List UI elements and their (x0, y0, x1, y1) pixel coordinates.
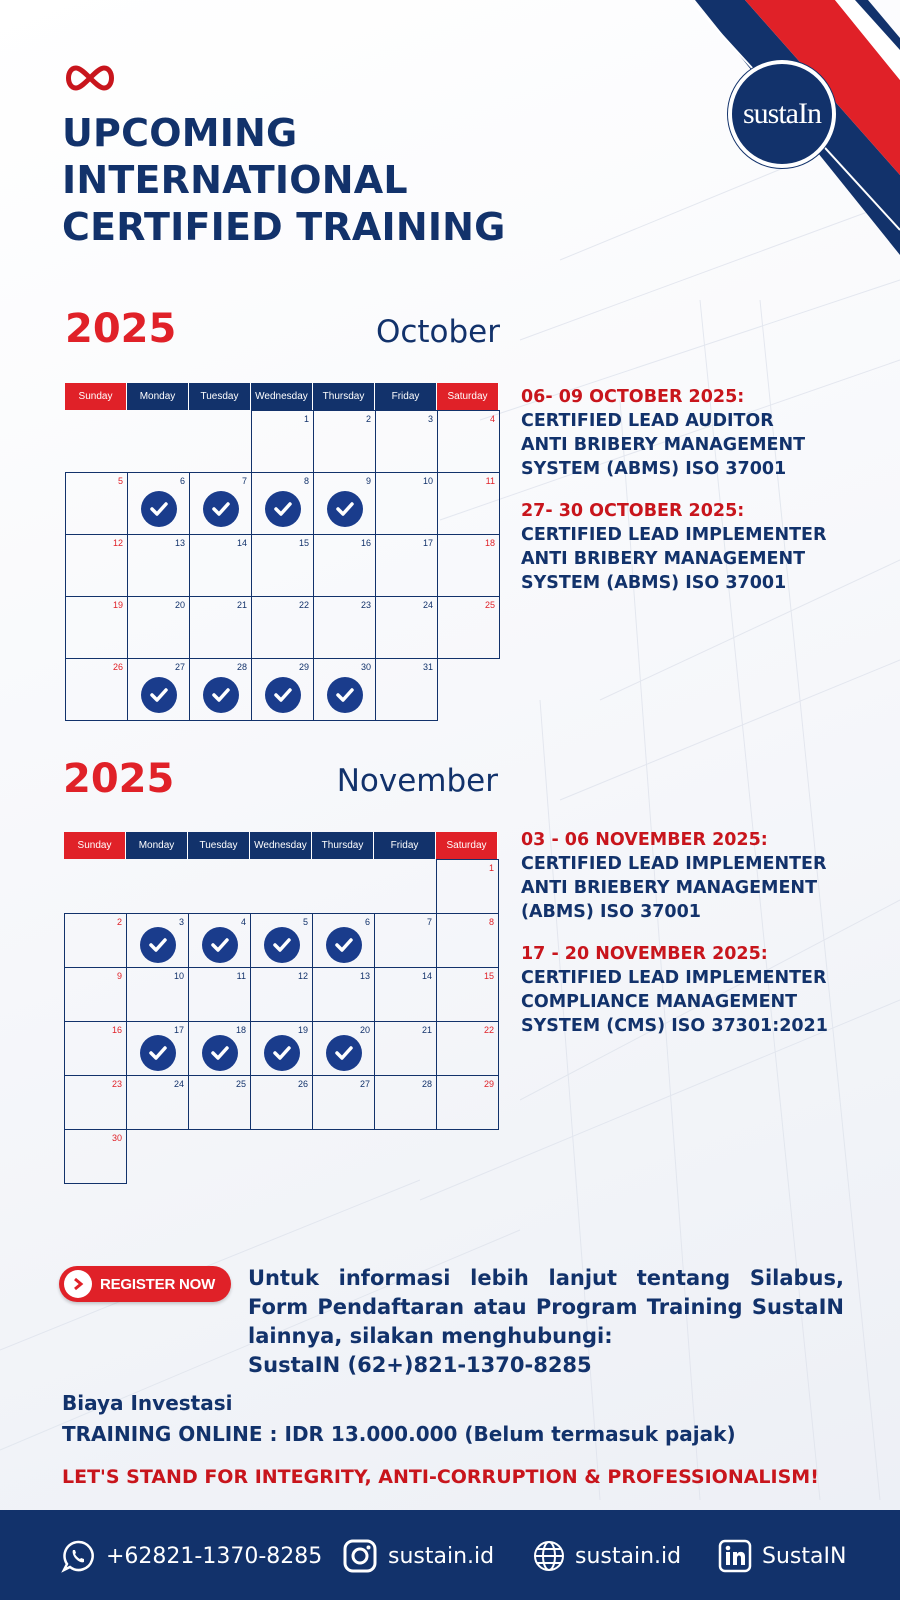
day-number: 15 (298, 538, 309, 548)
october-events (521, 385, 861, 613)
november-month: November (336, 763, 498, 799)
calendar-day (188, 1075, 251, 1130)
day-number: 26 (297, 1079, 308, 1089)
calendar-day (436, 913, 499, 968)
event-title-line: ANTI BRIBERY MANAGEMENT (521, 549, 806, 569)
weekday-header: Monday (126, 832, 188, 859)
event-date: 06- 09 OCTOBER 2025: (521, 387, 745, 407)
training-event (521, 828, 861, 924)
event-title-line: SYSTEM (CMS) ISO 37301:2021 (521, 1016, 828, 1036)
calendar-day (64, 967, 127, 1022)
day-number: 21 (421, 1025, 432, 1035)
calendar-day (64, 1075, 127, 1130)
calendar-day (436, 859, 499, 914)
day-number: 2 (116, 917, 122, 927)
day-number: 28 (236, 662, 247, 672)
day-number: 8 (303, 476, 309, 486)
day-number: 1 (488, 863, 494, 873)
calendar-day (375, 596, 438, 659)
whatsapp-icon (60, 1538, 96, 1574)
weekday-header: Thursday (313, 383, 375, 410)
calendar-day (126, 1075, 189, 1130)
footer-linkedin[interactable] (718, 1536, 846, 1576)
day-number: 13 (174, 538, 185, 548)
day-number: 29 (483, 1079, 494, 1089)
checkmark-icon (265, 491, 301, 527)
weekday-header: Monday (127, 383, 189, 410)
slogan: LET'S STAND FOR INTEGRITY, ANTI-CORRUPTION & PROFESSIONALISM! (62, 1466, 819, 1488)
checkmark-icon (202, 1035, 238, 1071)
day-number: 2 (365, 414, 371, 424)
calendar-day (375, 534, 438, 597)
calendar-day (437, 596, 500, 659)
register-label: REGISTER NOW (100, 1275, 216, 1293)
day-number: 11 (236, 971, 246, 981)
day-number: 16 (111, 1025, 122, 1035)
calendar-day (313, 596, 376, 659)
day-number: 12 (112, 538, 123, 548)
calendar-day (188, 967, 251, 1022)
event-title-line: ANTI BRIBERY MANAGEMENT (521, 435, 806, 455)
day-number: 26 (112, 662, 123, 672)
calendar-day (436, 967, 499, 1022)
calendar-day (312, 1021, 375, 1076)
day-number: 20 (359, 1025, 370, 1035)
info-contact: SustaIN (62+)821-1370-8285 (248, 1353, 592, 1377)
calendar-day (251, 410, 314, 473)
day-number: 4 (240, 917, 246, 927)
calendar-day (375, 410, 438, 473)
day-number: 19 (297, 1025, 308, 1035)
calendar-day (312, 913, 375, 968)
calendar-day (250, 1021, 313, 1076)
event-date: 27- 30 OCTOBER 2025: (521, 501, 745, 521)
calendar-day (126, 913, 189, 968)
event-date: 17 - 20 NOVEMBER 2025: (521, 944, 768, 964)
calendar-day (64, 1129, 127, 1184)
checkmark-icon (265, 677, 301, 713)
calendar-day (251, 534, 314, 597)
calendar-day (437, 410, 500, 473)
event-title-line: SYSTEM (ABMS) ISO 37001 (521, 459, 787, 479)
calendar-day (437, 534, 500, 597)
day-number: 18 (235, 1025, 246, 1035)
calendar-day (250, 913, 313, 968)
calendar-day (188, 913, 251, 968)
weekday-header: Sunday (64, 832, 126, 859)
day-number: 6 (364, 917, 370, 927)
title-line: UPCOMING (62, 111, 298, 155)
calendar-day (312, 967, 375, 1022)
calendar-day (251, 658, 314, 721)
day-number: 16 (360, 538, 371, 548)
calendar-day (64, 1021, 127, 1076)
day-number: 22 (298, 600, 309, 610)
checkmark-icon (140, 927, 176, 963)
investment-label: Biaya Investasi (62, 1391, 233, 1415)
page-title (62, 110, 506, 251)
calendar-day (375, 472, 438, 535)
day-number: 24 (422, 600, 433, 610)
calendar-day (127, 472, 190, 535)
calendar-day (65, 658, 128, 721)
calendar-day (375, 658, 438, 721)
calendar-day (251, 596, 314, 659)
register-now-button[interactable] (59, 1266, 231, 1302)
day-number: 27 (359, 1079, 370, 1089)
calendar-day (127, 534, 190, 597)
weekday-header: Friday (375, 383, 437, 410)
instagram-icon (342, 1538, 378, 1574)
day-number: 1 (303, 414, 309, 424)
linkedin-icon (718, 1539, 752, 1573)
calendar-day (189, 658, 252, 721)
checkmark-icon (326, 927, 362, 963)
info-text (248, 1264, 844, 1380)
day-number: 23 (111, 1079, 122, 1089)
globe-icon (533, 1540, 565, 1572)
day-number: 7 (426, 917, 432, 927)
november-events (521, 828, 861, 1056)
linkedin-name: SustaIN (762, 1543, 847, 1569)
day-number: 25 (484, 600, 495, 610)
day-number: 30 (360, 662, 371, 672)
day-number: 30 (111, 1133, 122, 1143)
day-number: 5 (302, 917, 308, 927)
calendar-day (189, 596, 252, 659)
training-event (521, 942, 861, 1038)
day-number: 5 (117, 476, 123, 486)
event-title-line: CERTIFIED LEAD IMPLEMENTER (521, 968, 827, 988)
day-number: 28 (421, 1079, 432, 1089)
calendar-day (188, 1021, 251, 1076)
day-number: 9 (116, 971, 122, 981)
calendar-day (251, 472, 314, 535)
weekday-header: Tuesday (189, 383, 251, 410)
weekday-header: Saturday (436, 832, 498, 859)
checkmark-icon (141, 677, 177, 713)
checkmark-icon (141, 491, 177, 527)
calendar-day (65, 472, 128, 535)
day-number: 15 (483, 971, 494, 981)
calendar-day (374, 913, 437, 968)
day-number: 6 (179, 476, 185, 486)
day-number: 19 (112, 600, 123, 610)
investment-value: TRAINING ONLINE : IDR 13.000.000 (Belum termasuk pajak) (62, 1422, 736, 1446)
footer-whatsapp[interactable] (60, 1536, 322, 1576)
footer-website[interactable] (533, 1536, 681, 1576)
day-number: 20 (174, 600, 185, 610)
day-number: 3 (427, 414, 433, 424)
day-number: 31 (422, 662, 433, 672)
november-year: 2025 (63, 756, 175, 802)
training-event (521, 385, 861, 481)
day-number: 10 (173, 971, 184, 981)
day-number: 8 (488, 917, 494, 927)
instagram-handle: sustain.id (388, 1543, 495, 1569)
calendar-day (374, 967, 437, 1022)
calendar-day (374, 1021, 437, 1076)
weekday-header: Sunday (65, 383, 127, 410)
title-line: CERTIFIED TRAINING (62, 205, 506, 249)
day-number: 10 (422, 476, 433, 486)
day-number: 24 (173, 1079, 184, 1089)
weekday-header: Thursday (312, 832, 374, 859)
weekday-header: Wednesday (250, 832, 312, 859)
day-number: 29 (298, 662, 309, 672)
calendar-day (250, 967, 313, 1022)
sustain-logo (728, 60, 836, 168)
day-number: 17 (173, 1025, 184, 1035)
calendar-day (127, 596, 190, 659)
calendar-day (126, 967, 189, 1022)
training-event (521, 499, 861, 595)
calendar-day (436, 1075, 499, 1130)
event-title-line: COMPLIANCE MANAGEMENT (521, 992, 798, 1012)
checkmark-icon (140, 1035, 176, 1071)
website-url: sustain.id (575, 1543, 682, 1569)
event-title-line: (ABMS) ISO 37001 (521, 902, 701, 922)
event-title-line: CERTIFIED LEAD IMPLEMENTER (521, 525, 827, 545)
event-title-line: CERTIFIED LEAD IMPLEMENTER (521, 854, 827, 874)
checkmark-icon (203, 677, 239, 713)
weekday-header: Friday (374, 832, 436, 859)
day-number: 18 (484, 538, 495, 548)
calendar-day (189, 472, 252, 535)
day-number: 7 (241, 476, 247, 486)
calendar-day (250, 1075, 313, 1130)
checkmark-icon (202, 927, 238, 963)
checkmark-icon (264, 1035, 300, 1071)
october-month: October (375, 314, 500, 350)
calendar-day (374, 1075, 437, 1130)
day-number: 3 (178, 917, 184, 927)
calendar-day (436, 1021, 499, 1076)
calendar-day (127, 658, 190, 721)
title-line: INTERNATIONAL (62, 158, 408, 202)
calendar-day (313, 410, 376, 473)
calendar-day (189, 534, 252, 597)
day-number: 13 (359, 971, 370, 981)
footer-instagram[interactable] (342, 1536, 494, 1576)
calendar-day (313, 658, 376, 721)
calendar-day (65, 596, 128, 659)
day-number: 22 (483, 1025, 494, 1035)
calendar-day (64, 913, 127, 968)
calendar-day (313, 472, 376, 535)
day-number: 14 (421, 971, 432, 981)
day-number: 14 (236, 538, 247, 548)
day-number: 4 (489, 414, 495, 424)
event-title-line: CERTIFIED LEAD AUDITOR (521, 411, 774, 431)
day-number: 9 (365, 476, 371, 486)
footer (0, 1510, 900, 1600)
weekday-header: Tuesday (188, 832, 250, 859)
checkmark-icon (264, 927, 300, 963)
event-date: 03 - 06 NOVEMBER 2025: (521, 830, 768, 850)
calendar-day (313, 534, 376, 597)
day-number: 23 (360, 600, 371, 610)
checkmark-icon (326, 1035, 362, 1071)
calendar-day (312, 1075, 375, 1130)
chevron-right-icon (64, 1270, 92, 1298)
day-number: 25 (235, 1079, 246, 1089)
day-number: 27 (174, 662, 185, 672)
day-number: 21 (236, 600, 247, 610)
event-title-line: ANTI BRIEBERY MANAGEMENT (521, 878, 818, 898)
weekday-header: Saturday (437, 383, 499, 410)
info-body: Untuk informasi lebih lanjut tentang Silabus, Form Pendaftaran atau Program Training SustaIN lainnya, silakan menghubungi: (248, 1266, 844, 1348)
calendar-day (126, 1021, 189, 1076)
day-number: 12 (297, 971, 308, 981)
day-number: 11 (485, 476, 495, 486)
event-title-line: SYSTEM (ABMS) ISO 37001 (521, 573, 787, 593)
whatsapp-number: +62821-1370-8285 (106, 1543, 323, 1569)
day-number: 17 (422, 538, 433, 548)
infinity-icon (62, 64, 118, 92)
logo-text: sustaIn (743, 97, 821, 130)
checkmark-icon (327, 491, 363, 527)
october-year: 2025 (65, 306, 177, 352)
checkmark-icon (203, 491, 239, 527)
checkmark-icon (327, 677, 363, 713)
calendar-day (437, 472, 500, 535)
calendar-day (65, 534, 128, 597)
weekday-header: Wednesday (251, 383, 313, 410)
